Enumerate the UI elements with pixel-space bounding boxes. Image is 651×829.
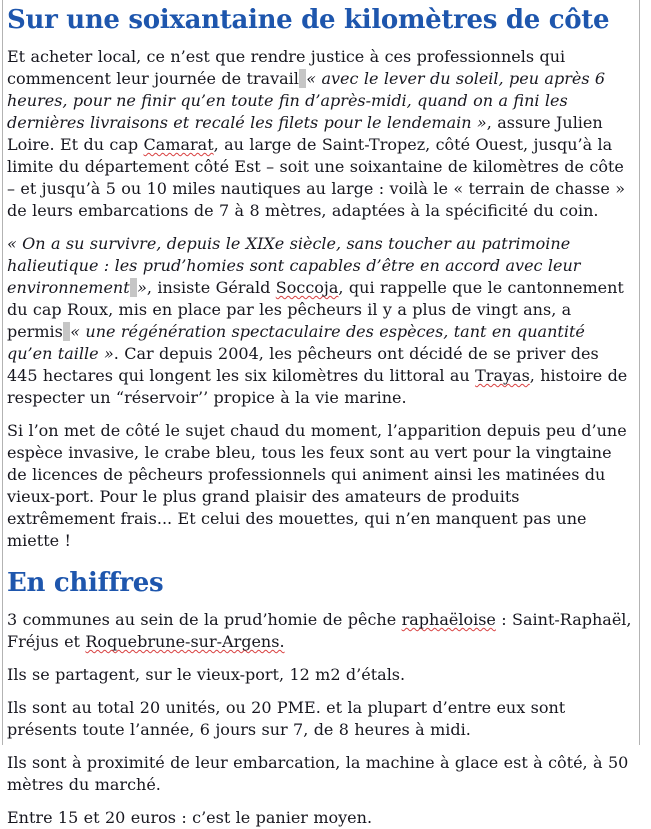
paragraph — [7, 46, 632, 222]
misspelled-word: Soccoja — [275, 278, 339, 297]
misspelled-word: Roquebrune-sur-Argens. — [85, 632, 285, 651]
text-run: , histoire de respecter un “réservoir’’ propice à la vie marine. — [7, 366, 628, 407]
text-run: . Car depuis 2004, les pêcheurs ont décidé de se priver des 445 hectares qui longent les six kilomètres du littoral au — [7, 344, 599, 385]
text-run: , qui rappelle que le cantonnement du cap Roux, mis en place par les pêcheurs il y a plus de vingt ans, a permis — [7, 278, 624, 341]
paragraph — [7, 420, 632, 552]
text-run: Et acheter local, ce n’est que rendre justice à ces professionnels qui commencent leur journée de travail — [7, 47, 566, 88]
text-run: Ils se partagent, sur le vieux-port, 12 m2 d’étals. — [7, 665, 406, 684]
paragraph — [7, 752, 632, 796]
paragraph — [7, 697, 632, 741]
text-run: , assure Julien Loire. Et du cap — [7, 113, 603, 154]
text-run: Entre 15 et 20 euros : c’est le panier moyen. — [7, 808, 373, 827]
text-run: 3 communes au sein de la prud’homie de pêche — [7, 610, 402, 629]
quoted-italic-run: « On a su survivre, depuis le XIXe siècle, sans toucher au patrimoine halieutique : les prud’homies sont capables d’être en accord avec leur environnement — [7, 234, 581, 297]
text-run: , insiste Gérald — [146, 278, 276, 297]
highlighted-space-marker — [130, 278, 137, 297]
misspelled-word: Camarat — [143, 135, 214, 154]
text-run: : Saint-Raphaël, Fréjus et — [7, 610, 632, 651]
text-run: , au large de Saint-Tropez, côté Ouest, jusqu’à la limite du département côté Est – soit une soixantaine de kilomètres de côte – et jusqu’à 5 ou 10 miles nautiques au large : voilà le « terrain de chasse » de leurs embarcations de 7 à 8 mètres, adaptées à la spécificité du coin. — [7, 135, 626, 220]
paragraph — [7, 609, 632, 653]
text-run: Ils sont à proximité de leur embarcation, la machine à glace est à côté, à 50 mètres du marché. — [7, 753, 629, 794]
article-heading: Sur une soixantaine de kilomètres de côte — [7, 5, 610, 35]
paragraph — [7, 233, 632, 409]
text-run: Si l’on met de côté le sujet chaud du moment, l’apparition depuis peu d’une espèce invasive, le crabe bleu, tous les feux sont au vert pour la vingtaine de licences de pêcheurs professionnels qui animent ainsi les matinées du vieux-port. Pour le plus grand plaisir des amateurs de produits extrêmement frais... Et celui des mouettes, qui n’en manquent pas une miette ! — [7, 421, 627, 550]
document-page[interactable] — [2, 0, 640, 827]
text-run: Ils sont au total 20 unités, ou 20 PME. et la plupart d’entre eux sont présents toute l’année, 6 jours sur 7, de 8 heures à midi. — [7, 698, 566, 739]
paragraph — [7, 807, 632, 829]
quoted-italic-run: « une régénération spectaculaire des espèces, tant en quantité qu’en taille » — [7, 322, 585, 363]
misspelled-word: Trayas — [475, 366, 530, 385]
section-heading-en-chiffres: En chiffres — [7, 568, 164, 598]
paragraph — [7, 664, 632, 686]
document-content — [7, 6, 632, 829]
quoted-italic-run: « avec le lever du soleil, peu après 6 heures, pour ne finir qu’en toute fin d’après-midi, quand on a fini les dernières livraisons et recalé les filets pour le lendemain » — [7, 69, 606, 132]
quoted-italic-run: » — [137, 278, 147, 297]
misspelled-word: raphaëloise — [401, 610, 496, 629]
